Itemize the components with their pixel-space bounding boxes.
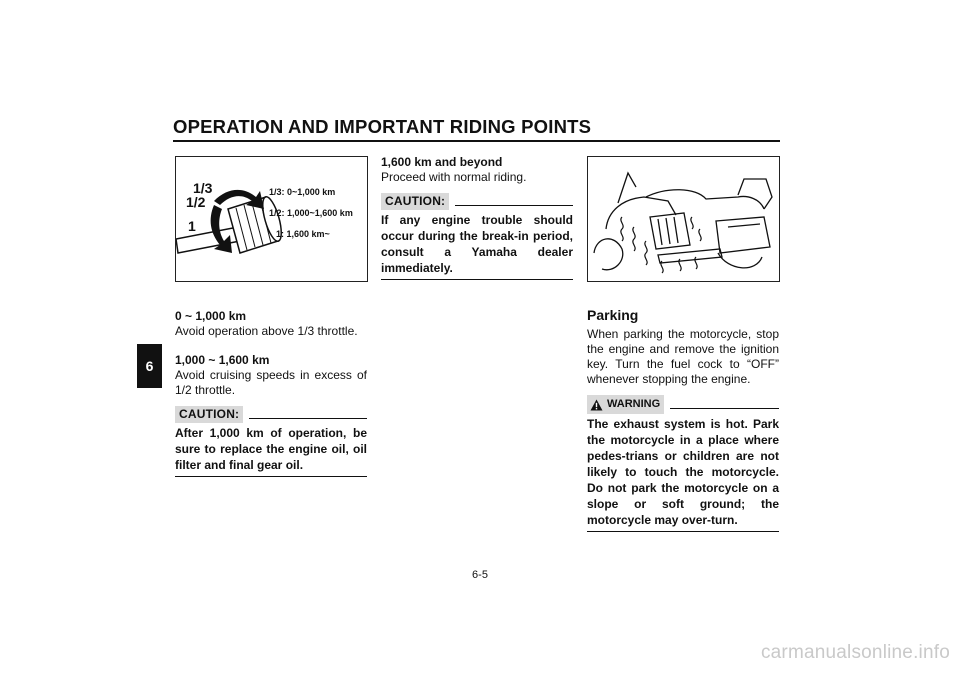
warning-end-rule xyxy=(587,531,779,532)
motorcycle-figure xyxy=(587,156,780,282)
throttle-label-half: 1/2 xyxy=(186,194,206,210)
caution-header xyxy=(175,406,367,423)
warning-text: The exhaust system is hot. Park the motorcycle in a place where pedes-trians or children are not likely to touch the motorcycle. Do not park the motorcycle on a slope or soft ground; the motorcycle may over-turn. xyxy=(587,417,779,527)
page-title: OPERATION AND IMPORTANT RIDING POINTS xyxy=(173,116,592,137)
parking-text: When parking the motorcycle, stop the engine and remove the ignition key. Turn the fuel cock to “OFF” whenever stopping the engine. xyxy=(587,327,779,386)
caution-end-rule xyxy=(381,279,573,280)
throttle-label-full: 1 xyxy=(188,218,196,234)
throttle-legend-half: 1/2: 1,000~1,600 km xyxy=(269,208,353,218)
motorcycle-illustration xyxy=(588,157,779,281)
caution-header xyxy=(381,193,573,210)
throttle-grip-illustration xyxy=(176,157,367,281)
throttle-legend-third: 1/3: 0~1,000 km xyxy=(269,187,336,197)
stage2-text: Avoid cruising speeds in excess of 1/2 throttle. xyxy=(175,368,367,397)
warning-header xyxy=(587,395,779,414)
warning-badge xyxy=(587,395,664,414)
caution-end-rule xyxy=(175,476,367,477)
warning-triangle-icon xyxy=(590,399,603,411)
chapter-tab: 6 xyxy=(137,344,162,388)
throttle-figure xyxy=(175,156,368,282)
title-rule xyxy=(173,140,780,142)
break-in-column-left xyxy=(175,309,367,477)
caution-text: After 1,000 km of operation, be sure to replace the engine oil, oil filter and final gear oil. xyxy=(175,426,367,472)
caution-badge: CAUTION: xyxy=(381,193,449,210)
stage3-title: 1,600 km and beyond xyxy=(381,155,503,169)
stage2-title: 1,000 ~ 1,600 km xyxy=(175,353,270,367)
caution-text: If any engine trouble should occur during the break-in period, consult a Yamaha dealer immediately. xyxy=(381,213,573,275)
parking-section xyxy=(587,306,779,532)
caution-badge: CAUTION: xyxy=(175,406,243,423)
break-in-column-middle xyxy=(381,155,573,280)
parking-title: Parking xyxy=(587,307,639,323)
page-number: 6-5 xyxy=(472,569,488,581)
stage1-text: Avoid operation above 1/3 throttle. xyxy=(175,324,358,338)
throttle-label-third: 1/3 xyxy=(193,180,213,196)
stage3-text: Proceed with normal riding. xyxy=(381,170,527,184)
warning-label: WARNING xyxy=(607,398,661,410)
throttle-legend-full: 1: 1,600 km~ xyxy=(276,229,330,239)
stage1-title: 0 ~ 1,000 km xyxy=(175,309,247,323)
watermark: carmanualsonline.info xyxy=(760,642,950,663)
